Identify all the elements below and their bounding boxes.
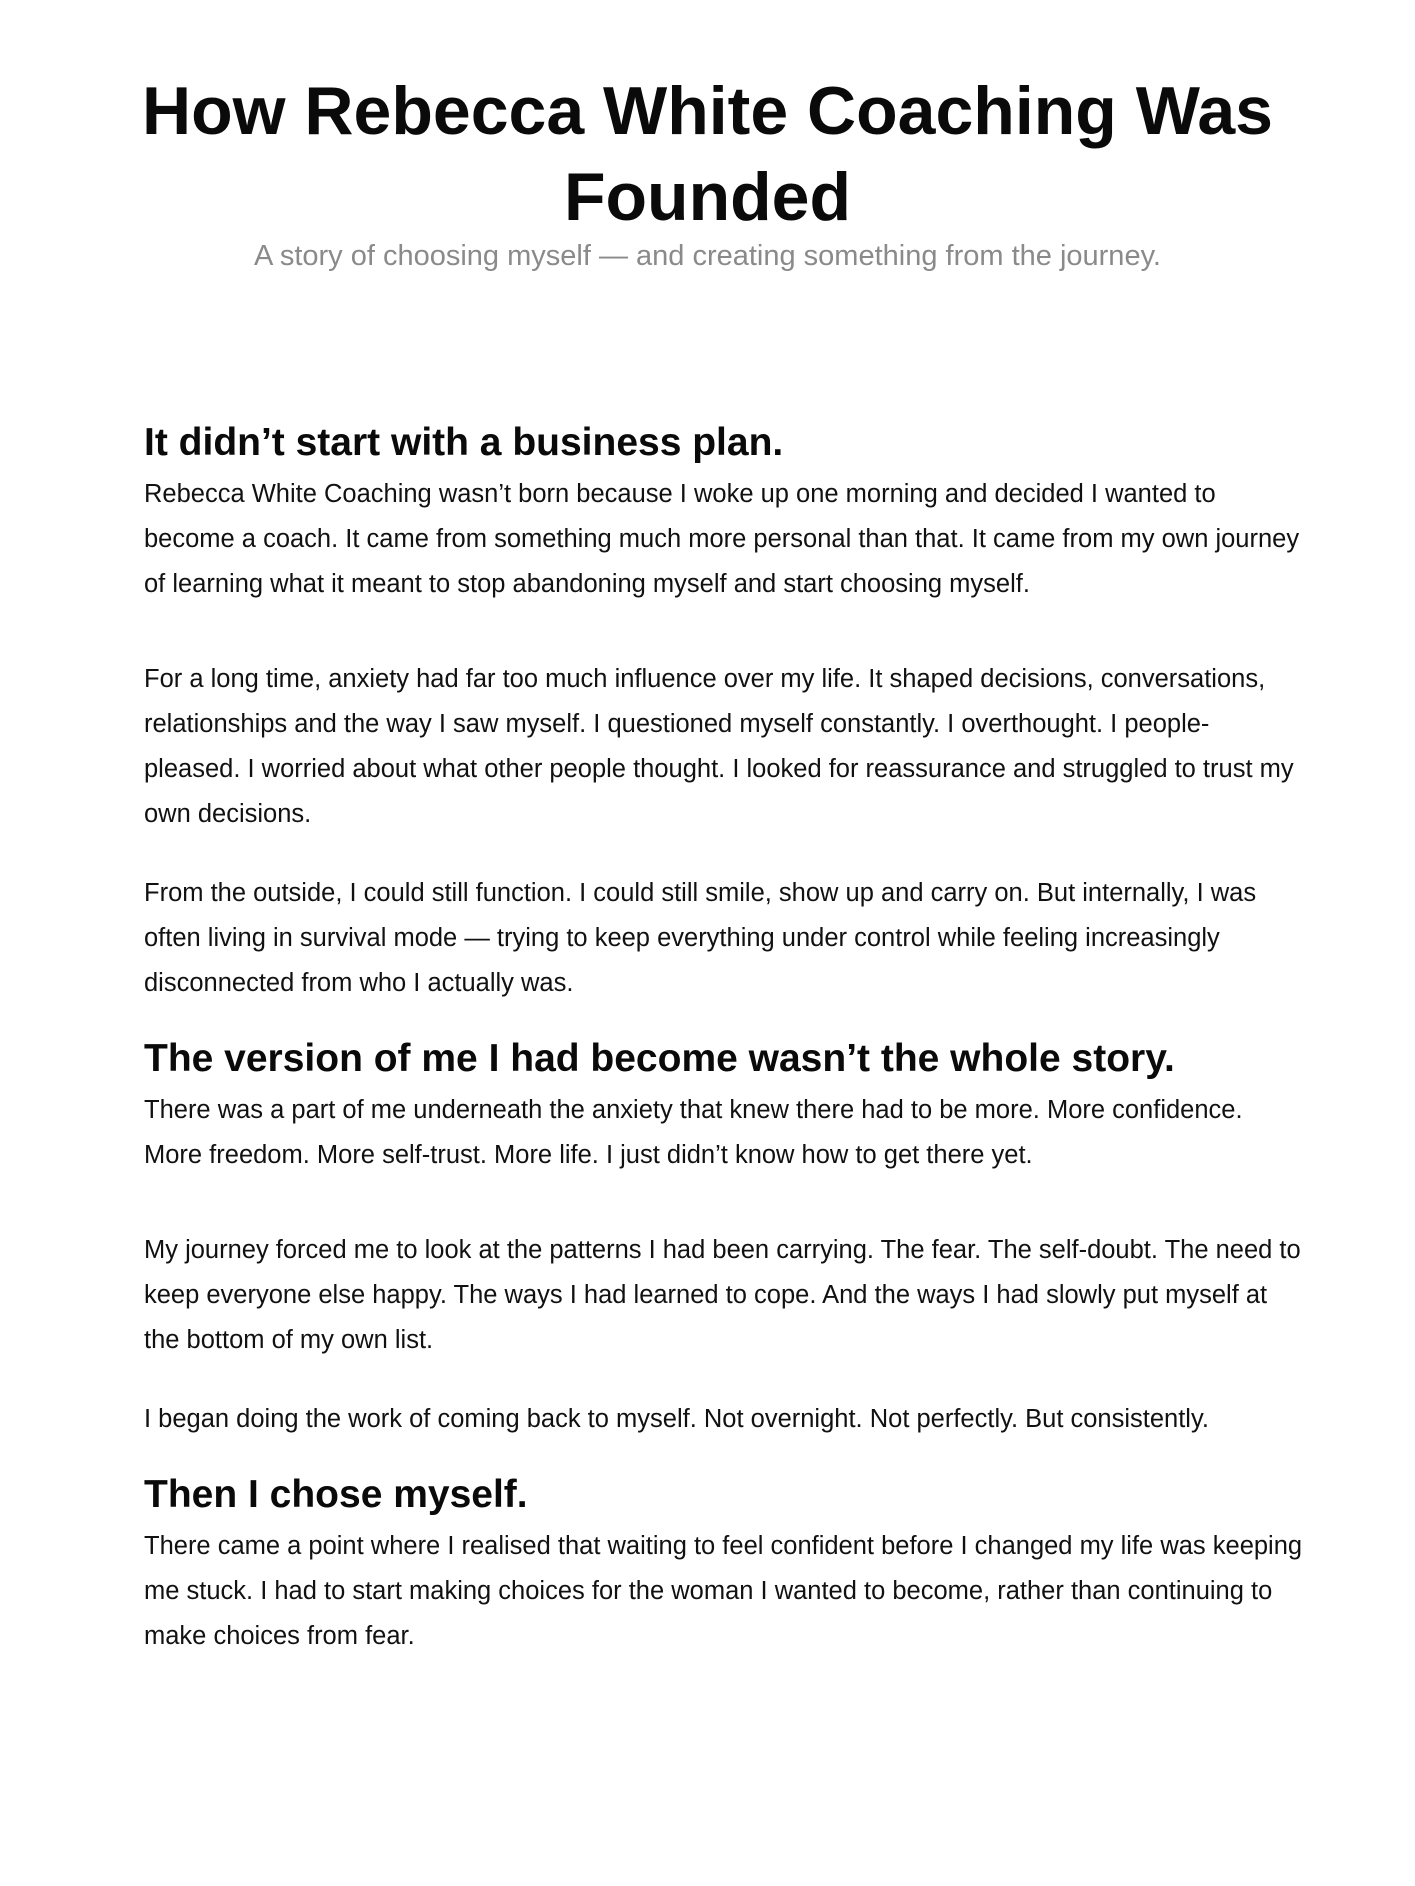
paragraph: I began doing the work of coming back to myself. Not overnight. Not perfectly. But consistently. bbox=[144, 1405, 1209, 1433]
section-heading: Then I chose myself. bbox=[144, 1473, 528, 1516]
article-body bbox=[144, 418, 1304, 1659]
page-title: How Rebecca White Coaching Was Founded bbox=[142, 73, 1273, 235]
section-chose-myself bbox=[144, 1470, 1304, 1659]
paragraph: Rebecca White Coaching wasn’t born because I woke up one morning and decided I wanted to become a coach. It came from something much more personal than that. It came from my own journey of learning what it meant to stop abandoning myself and start choosing myself. bbox=[144, 480, 1300, 598]
section-heading: The version of me I had become wasn’t the whole story. bbox=[144, 1037, 1175, 1080]
paragraph: There was a part of me underneath the anxiety that knew there had to be more. More confidence. More freedom. More self-trust. More life. I just didn’t know how to get there yet. bbox=[144, 1096, 1243, 1169]
page-subtitle: A story of choosing myself — and creating something from the journey. bbox=[254, 240, 1161, 272]
section-heading: It didn’t start with a business plan. bbox=[144, 421, 784, 464]
section-whole-story bbox=[144, 1034, 1304, 1442]
paragraph: For a long time, anxiety had far too much influence over my life. It shaped decisions, conversations, relationships and the way I saw myself. I questioned myself constantly. I overthought. I people-pleased. I worried about what other people thought. I looked for reassurance and struggled to trust my own decisions. bbox=[144, 665, 1294, 828]
paragraph: There came a point where I realised that waiting to feel confident before I changed my life was keeping me stuck. I had to start making choices for the woman I wanted to become, rather than continuing to make choices from fear. bbox=[144, 1532, 1303, 1650]
paragraph: From the outside, I could still function. I could still smile, show up and carry on. But internally, I was often living in survival mode — trying to keep everything under control while feeling increasingly disconnected from who I actually was. bbox=[144, 879, 1257, 997]
paragraph: My journey forced me to look at the patterns I had been carrying. The fear. The self-doubt. The need to keep everyone else happy. The ways I had learned to cope. And the ways I had slowly put myself at the bottom of my own list. bbox=[144, 1236, 1301, 1354]
section-start bbox=[144, 418, 1304, 1006]
